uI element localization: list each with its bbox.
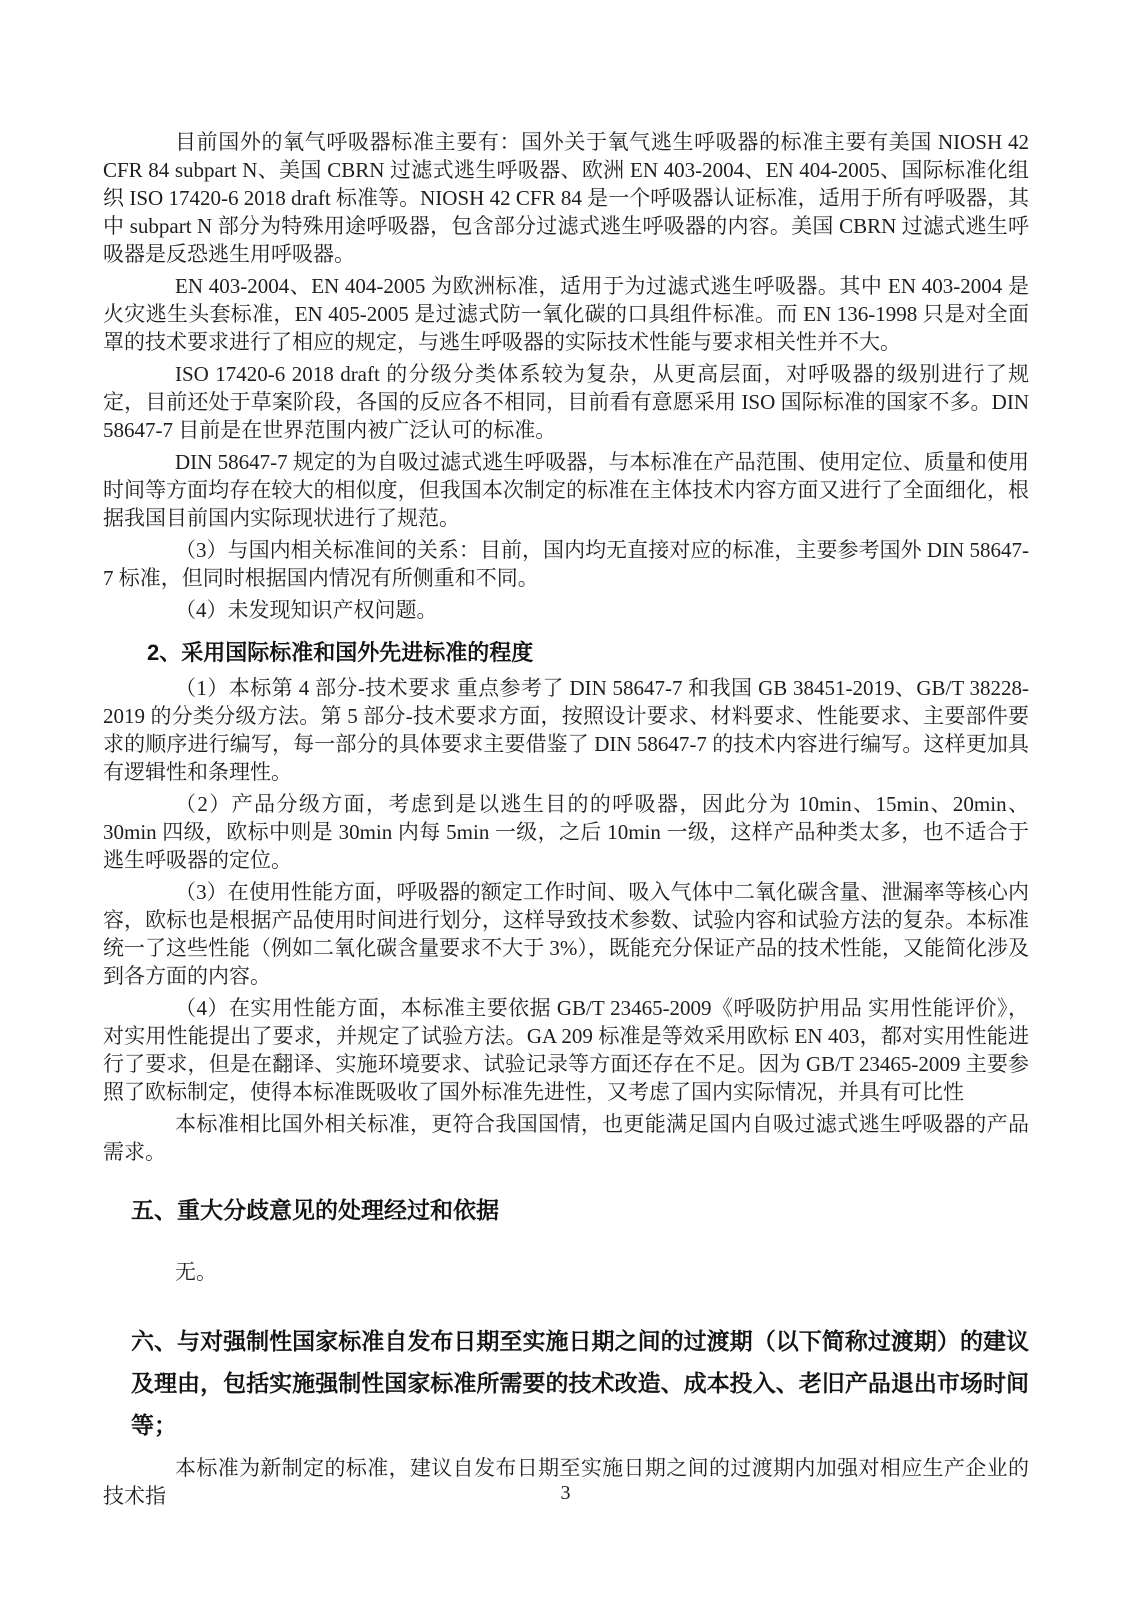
page-number: 3: [560, 1482, 571, 1504]
paragraph-foreign-standards-overview: 目前国外的氧气呼吸器标准主要有：国外关于氧气逃生呼吸器的标准主要有美国 NIOSH 42 CFR 84 subpart N、美国 CBRN 过滤式逃生呼吸器、欧洲 EN 403-2004、EN 404-2005、国际标准化组织 ISO 17420-6 2018 draft 标准等。NIOSH 42 CFR 84 是一个呼吸器认证标准，适用于所有呼吸器，其中 subpart N 部分为特殊用途呼吸器，包含部分过滤式逃生呼吸器的内容。美国 CBRN 过滤式逃生呼吸器是反恐逃生用呼吸器。: [103, 130, 1029, 266]
paragraph-comparison-conclusion: 本标准相比国外相关标准，更符合我国国情，也更能满足国内自吸过滤式逃生呼吸器的产品需求。: [103, 1112, 1029, 1164]
section-heading-6-transition-period: 六、与对强制性国家标准自发布日期至实施日期之间的过渡期（以下简称过渡期）的建议及理由，包括实施强制性国家标准所需要的技术改造、成本投入、老旧产品退出市场时间等；: [131, 1328, 1029, 1438]
document-content: [103, 128, 1029, 1510]
paragraph-item-1-technical-requirements: （1）本标第 4 部分-技术要求 重点参考了 DIN 58647-7 和我国 GB 38451-2019、GB/T 38228-2019 的分类分级方法。第 5 部分-技术要求方面，按照设计要求、材料要求、性能要求、主要部件要求的顺序进行编写，每一部分的具体要求主要借鉴了 DIN 58647-7 的技术内容进行编写。这样更加具有逻辑性和条理性。: [103, 676, 1029, 784]
paragraph-en-standards: EN 403-2004、EN 404-2005 为欧洲标准，适用于为过滤式逃生呼吸器。其中 EN 403-2004 是火灾逃生头套标准，EN 405-2005 是过滤式防一氧化碳的口具组件标准。而 EN 136-1998 只是对全面罩的技术要求进行了相应的规定，与逃生呼吸器的实际技术性能与要求相关性并不大。: [103, 274, 1029, 354]
section-heading-5-disputes: 五、重大分歧意见的处理经过和依据: [131, 1197, 499, 1223]
paragraph-item-3-domestic-relation: （3）与国内相关标准间的关系：目前，国内均无直接对应的标准，主要参考国外 DIN 58647-7 标准，但同时根据国内情况有所侧重和不同。: [103, 538, 1029, 590]
paragraph-din-58647: DIN 58647-7 规定的为自吸过滤式逃生呼吸器，与本标准在产品范围、使用定位、质量和使用时间等方面均存在较大的相似度，但我国本次制定的标准在主体技术内容方面又进行了全面细化，根据我国目前国内实际现状进行了规范。: [103, 450, 1029, 530]
paragraph-item-2-product-grading: （2）产品分级方面，考虑到是以逃生目的的呼吸器，因此分为 10min、15min、20min、30min 四级，欧标中则是 30min 内每 5min 一级，之后 10min 一级，这样产品种类太多，也不适合于逃生呼吸器的定位。: [103, 792, 1029, 872]
subsection-heading-adoption-degree: 2、采用国际标准和国外先进标准的程度: [147, 640, 534, 665]
paragraph-item-3-usage-performance: （3）在使用性能方面，呼吸器的额定工作时间、吸入气体中二氧化碳含量、泄漏率等核心内容，欧标也是根据产品使用时间进行划分，这样导致技术参数、试验内容和试验方法的复杂。本标准统一了这些性能（例如二氧化碳含量要求不大于 3%），既能充分保证产品的技术性能，又能简化涉及到各方面的内容。: [103, 880, 1029, 988]
paragraph-none: 无。: [175, 1260, 217, 1284]
paragraph-iso-draft: ISO 17420-6 2018 draft 的分级分类体系较为复杂，从更高层面，对呼吸器的级别进行了规定，目前还处于草案阶段，各国的反应各不相同，目前看有意愿采用 ISO 国际标准的国家不多。DIN 58647-7 目前是在世界范围内被广泛认可的标准。: [103, 362, 1029, 442]
paragraph-transition-recommendation: 本标准为新制定的标准，建议自发布日期至实施日期之间的过渡期内加强对相应生产企业的技术指: [103, 1456, 1029, 1508]
paragraph-item-4-practical-performance: （4）在实用性能方面，本标准主要依据 GB/T 23465-2009《呼吸防护用品 实用性能评价》，对实用性能提出了要求，并规定了试验方法。GA 209 标准是等效采用欧标 EN 403，都对实用性能进行了要求，但是在翻译、实施环境要求、试验记录等方面还存在不足。因为 GB/T 23465-2009 主要参照了欧标制定，使得本标准既吸收了国外标准先进性，又考虑了国内实际情况，并具有可比性: [103, 996, 1029, 1104]
paragraph-item-4-ip: （4）未发现知识产权问题。: [175, 598, 438, 622]
